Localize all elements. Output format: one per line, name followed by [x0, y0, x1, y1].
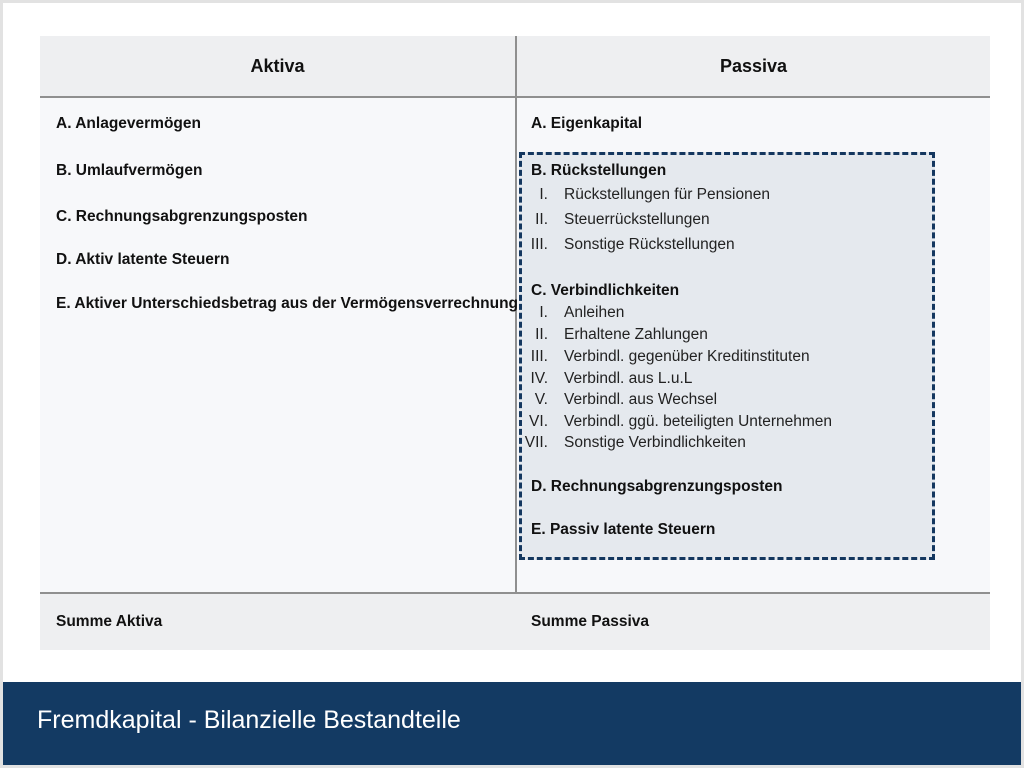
passiva-item-c: C. Verbindlichkeiten — [531, 282, 680, 299]
header-aktiva: Aktiva — [40, 36, 515, 96]
roman-numeral: V. — [534, 391, 548, 408]
caption-bar — [3, 682, 1021, 765]
rueckstellung-label: Sonstige Rückstellungen — [564, 236, 735, 253]
verbindlichkeit-label: Verbindl. aus Wechsel — [564, 391, 718, 408]
passiva-item-e: E. Passiv latente Steuern — [531, 521, 716, 538]
sum-row-band — [40, 594, 990, 650]
verbindlichkeit-label: Erhaltene Zahlungen — [564, 326, 708, 343]
roman-numeral: VII. — [524, 434, 548, 451]
aktiva-item-a: A. Anlagevermögen — [56, 115, 201, 132]
verbindlichkeit-label: Verbindl. ggü. beteiligten Unternehmen — [564, 413, 832, 430]
sum-divider — [40, 592, 990, 594]
roman-numeral: VI. — [529, 413, 548, 430]
roman-numeral: II. — [535, 326, 548, 343]
verbindlichkeit-label: Verbindl. gegenüber Kreditinstituten — [564, 348, 810, 365]
passiva-item-b: B. Rückstellungen — [531, 162, 667, 179]
verbindlichkeit-label: Verbindl. aus L.u.L — [564, 370, 693, 387]
verbindlichkeit-label: Sonstige Verbindlichkeiten — [564, 434, 746, 451]
aktiva-item-e: E. Aktiver Unterschiedsbetrag aus der Vermögensverrechnung — [56, 295, 519, 312]
roman-numeral: II. — [535, 211, 548, 228]
roman-numeral: IV. — [530, 370, 548, 387]
verbindlichkeit-label: Anleihen — [564, 304, 625, 321]
roman-numeral: III. — [530, 348, 548, 365]
header-passiva: Passiva — [517, 36, 990, 96]
passiva-item-d: D. Rechnungsabgrenzungsposten — [531, 478, 783, 495]
rueckstellung-label: Rückstellungen für Pensionen — [564, 186, 770, 203]
summe-passiva: Summe Passiva — [531, 613, 650, 630]
summe-aktiva: Summe Aktiva — [56, 613, 163, 630]
roman-numeral: III. — [530, 236, 548, 253]
passiva-item-a: A. Eigenkapital — [531, 115, 643, 132]
balance-sheet-table — [40, 36, 990, 650]
roman-numeral: I. — [539, 186, 548, 203]
roman-numeral: I. — [539, 304, 548, 321]
slide-caption: Fremdkapital - Bilanzielle Bestandteile — [37, 706, 461, 734]
aktiva-item-c: C. Rechnungsabgrenzungsposten — [56, 208, 308, 225]
rueckstellung-label: Steuerrückstellungen — [564, 211, 710, 228]
aktiva-item-b: B. Umlaufvermögen — [56, 162, 203, 179]
column-divider — [515, 36, 517, 592]
aktiva-item-d: D. Aktiv latente Steuern — [56, 251, 230, 268]
